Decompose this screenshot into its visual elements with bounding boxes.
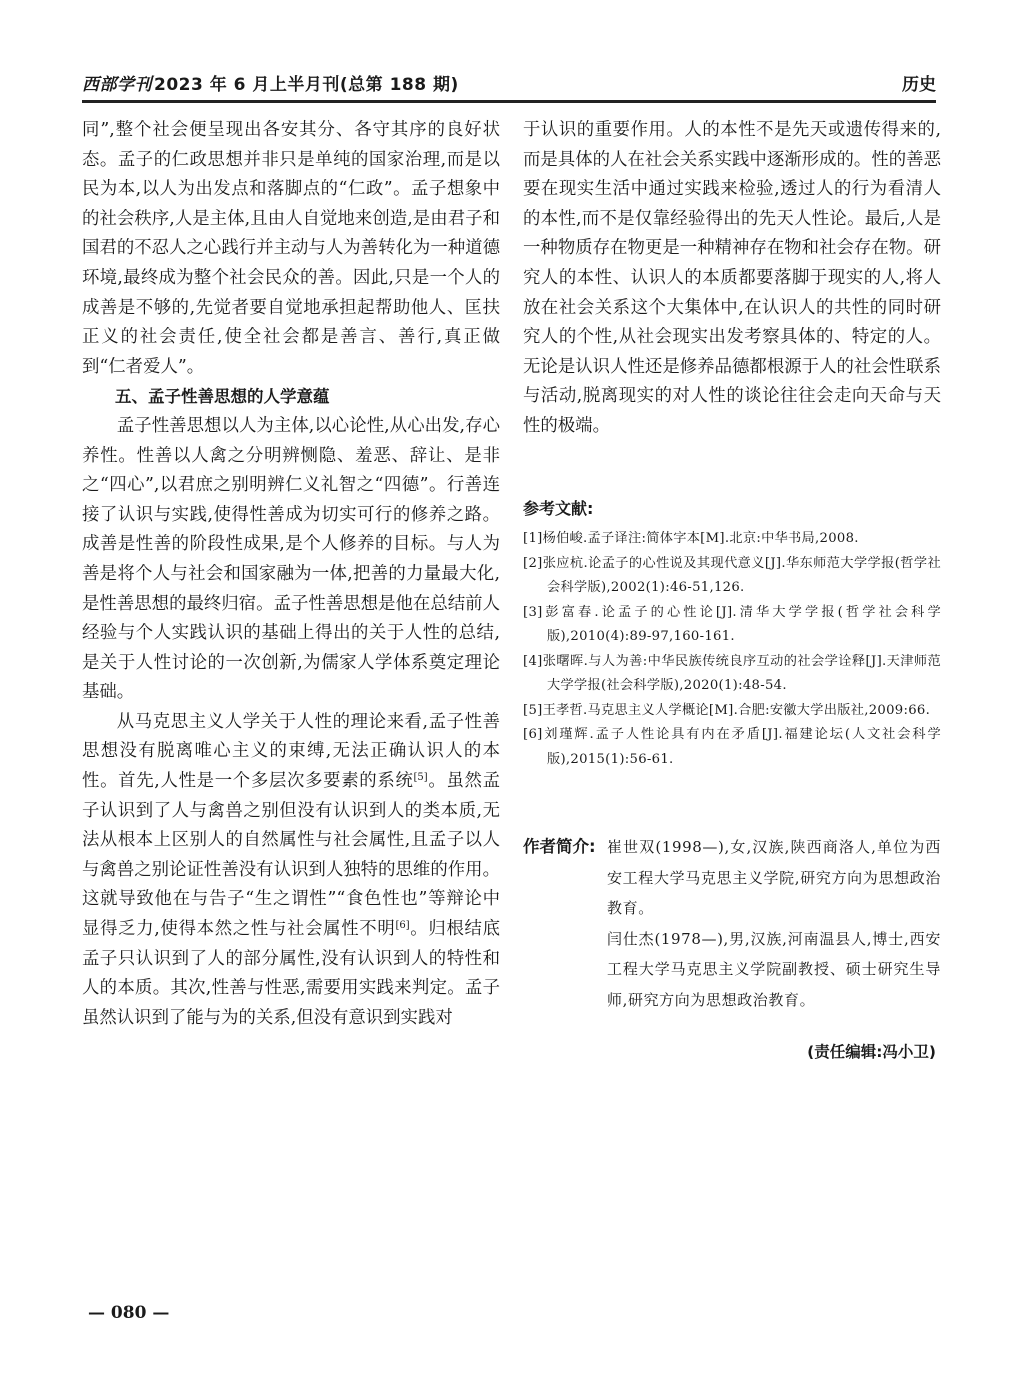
- page-number: — 080 —: [88, 1303, 170, 1323]
- right-column: [523, 116, 941, 442]
- header-rule: [82, 100, 936, 103]
- para-text: 。虽然孟子认识到了人与禽兽之别但没有认识到人的类本质,无法从根本上区别人的自然属性与社会属性,且孟子以人与禽兽之别论证性善没有认识到人独特的思维的作用。这就导致他在与告子“生之谓性”“食色性也”等辩论中显得乏力,使得本然之性与社会属性不明: [82, 771, 500, 940]
- references-title: 参考文献:: [523, 499, 594, 518]
- body-paragraph: 于认识的重要作用。人的本性不是先天或遗传得来的,而是具体的人在社会关系实践中逐渐形成的。性的善恶要在现实生活中通过实践来检验,透过人的行为看清人的本性,而不是仅靠经验得出的先天人性论。最后,人是一种物质存在物更是一种精神存在物和社会存在物。研究人的本性、认识人的本质都要落脚于现实的人,将人放在社会关系这个大集体中,在认识人的共性的同时研究人的个性,从社会现实出发考察具体的、特定的人。无论是认识人性还是修养品德都根源于人的社会性联系与活动,脱离现实的对人性的谈论往往会走向天命与天性的极端。: [523, 120, 941, 436]
- issue-info: 2023 年 6 月上半月刊(总第 188 期): [154, 75, 459, 95]
- reference-item: [3]彭富春.论孟子的心性论[J].清华大学学报(哲学社会科学版),2010(4):89-97,160-161.: [523, 604, 941, 644]
- reference-item: [4]张曙晖.与人为善:中华民族传统良序互动的社会学诠释[J].天津师范大学学报(社会科学版),2020(1):48-54.: [523, 653, 941, 693]
- reference-item: [5]王孝哲.马克思主义人学概论[M].合肥:安徽大学出版社,2009:66.: [523, 702, 931, 718]
- body-paragraph: 同”,整个社会便呈现出各安其分、各守其序的良好状态。孟子的仁政思想并非只是单纯的国家治理,而是以民为本,以人为出发点和落脚点的“仁政”。孟子想象中的社会秩序,人是主体,且由人自觉地来创造,是由君子和国君的不忍人之心践行并主动与人为善转化为一种道德环境,最终成为整个社会民众的善。因此,只是一个人的成善是不够的,先觉者要自觉地承担起帮助他人、匡扶正义的社会责任,使全社会都是善言、善行,真正做到“仁者爱人”。: [82, 120, 500, 377]
- citation-mark: [6]: [395, 920, 410, 932]
- journal-issue: [82, 70, 459, 95]
- author-bio: 崔世双(1998—),女,汉族,陕西商洛人,单位为西安工程大学马克思主义学院,研究方向为思想政治教育。: [607, 838, 941, 917]
- section-heading: 五、孟子性善思想的人学意蕴: [115, 387, 330, 407]
- para-text: 从马克思主义人学关于人性的理论来看,孟子性善思想没有脱离唯心主义的束缚,无法正确认识人的本性。首先,人性是一个多层次多要素的系统: [82, 711, 500, 792]
- references-section: [523, 496, 941, 772]
- author-bios: [607, 832, 941, 1015]
- journal-logo: 西部学刊: [82, 75, 152, 95]
- body-paragraph: [82, 708, 500, 1034]
- author-label: 作者简介:: [523, 837, 596, 856]
- author-bio: 闫仕杰(1978—),男,汉族,河南温县人,博士,西安工程大学马克思主义学院副教授、硕士研究生导师,研究方向为思想政治教育。: [607, 929, 941, 1009]
- responsible-editor: (责任编辑:冯小卫): [807, 1043, 936, 1061]
- citation-mark: [5]: [413, 772, 428, 784]
- reference-item: [1]杨伯峻.孟子译注:简体字本[M].北京:中华书局,2008.: [523, 531, 859, 546]
- running-header: [82, 70, 936, 100]
- body-paragraph: 孟子性善思想以人为主体,以心论性,从心出发,存心养性。性善以人禽之分明辨恻隐、羞恶、辞让、是非之“四心”,以君庶之别明辨仁义礼智之“四德”。行善连接了认识与实践,使得性善成为切实可行的修养之路。成善是性善的阶段性成果,是个人修养的目标。与人为善是将个人与社会和国家融为一体,把善的力量最大化,是性善思想的最终归宿。孟子性善思想是他在总结前人经验与个人实践认识的基础上得出的关于人性的总结,是关于人性讨论的一次创新,为儒家人学体系奠定理论基础。: [82, 415, 500, 703]
- section-name: 历史: [902, 75, 936, 95]
- left-column: [82, 116, 500, 1033]
- reference-item: [2]张应杭.论孟子的心性说及其现代意义[J].华东师范大学学报(哲学社会科学版),2002(1):46-51,126.: [523, 555, 941, 595]
- reference-item: [6]刘瑾辉.孟子人性论具有内在矛盾[J].福建论坛(人文社会科学版),2015(1):56-61.: [523, 727, 941, 767]
- para-text: 。归根结底孟子只认识到了人的部分属性,没有认识到人的特性和人的本质。其次,性善与性恶,需要用实践来判定。孟子虽然认识到了能与为的关系,但没有意识到实践对: [82, 919, 500, 1028]
